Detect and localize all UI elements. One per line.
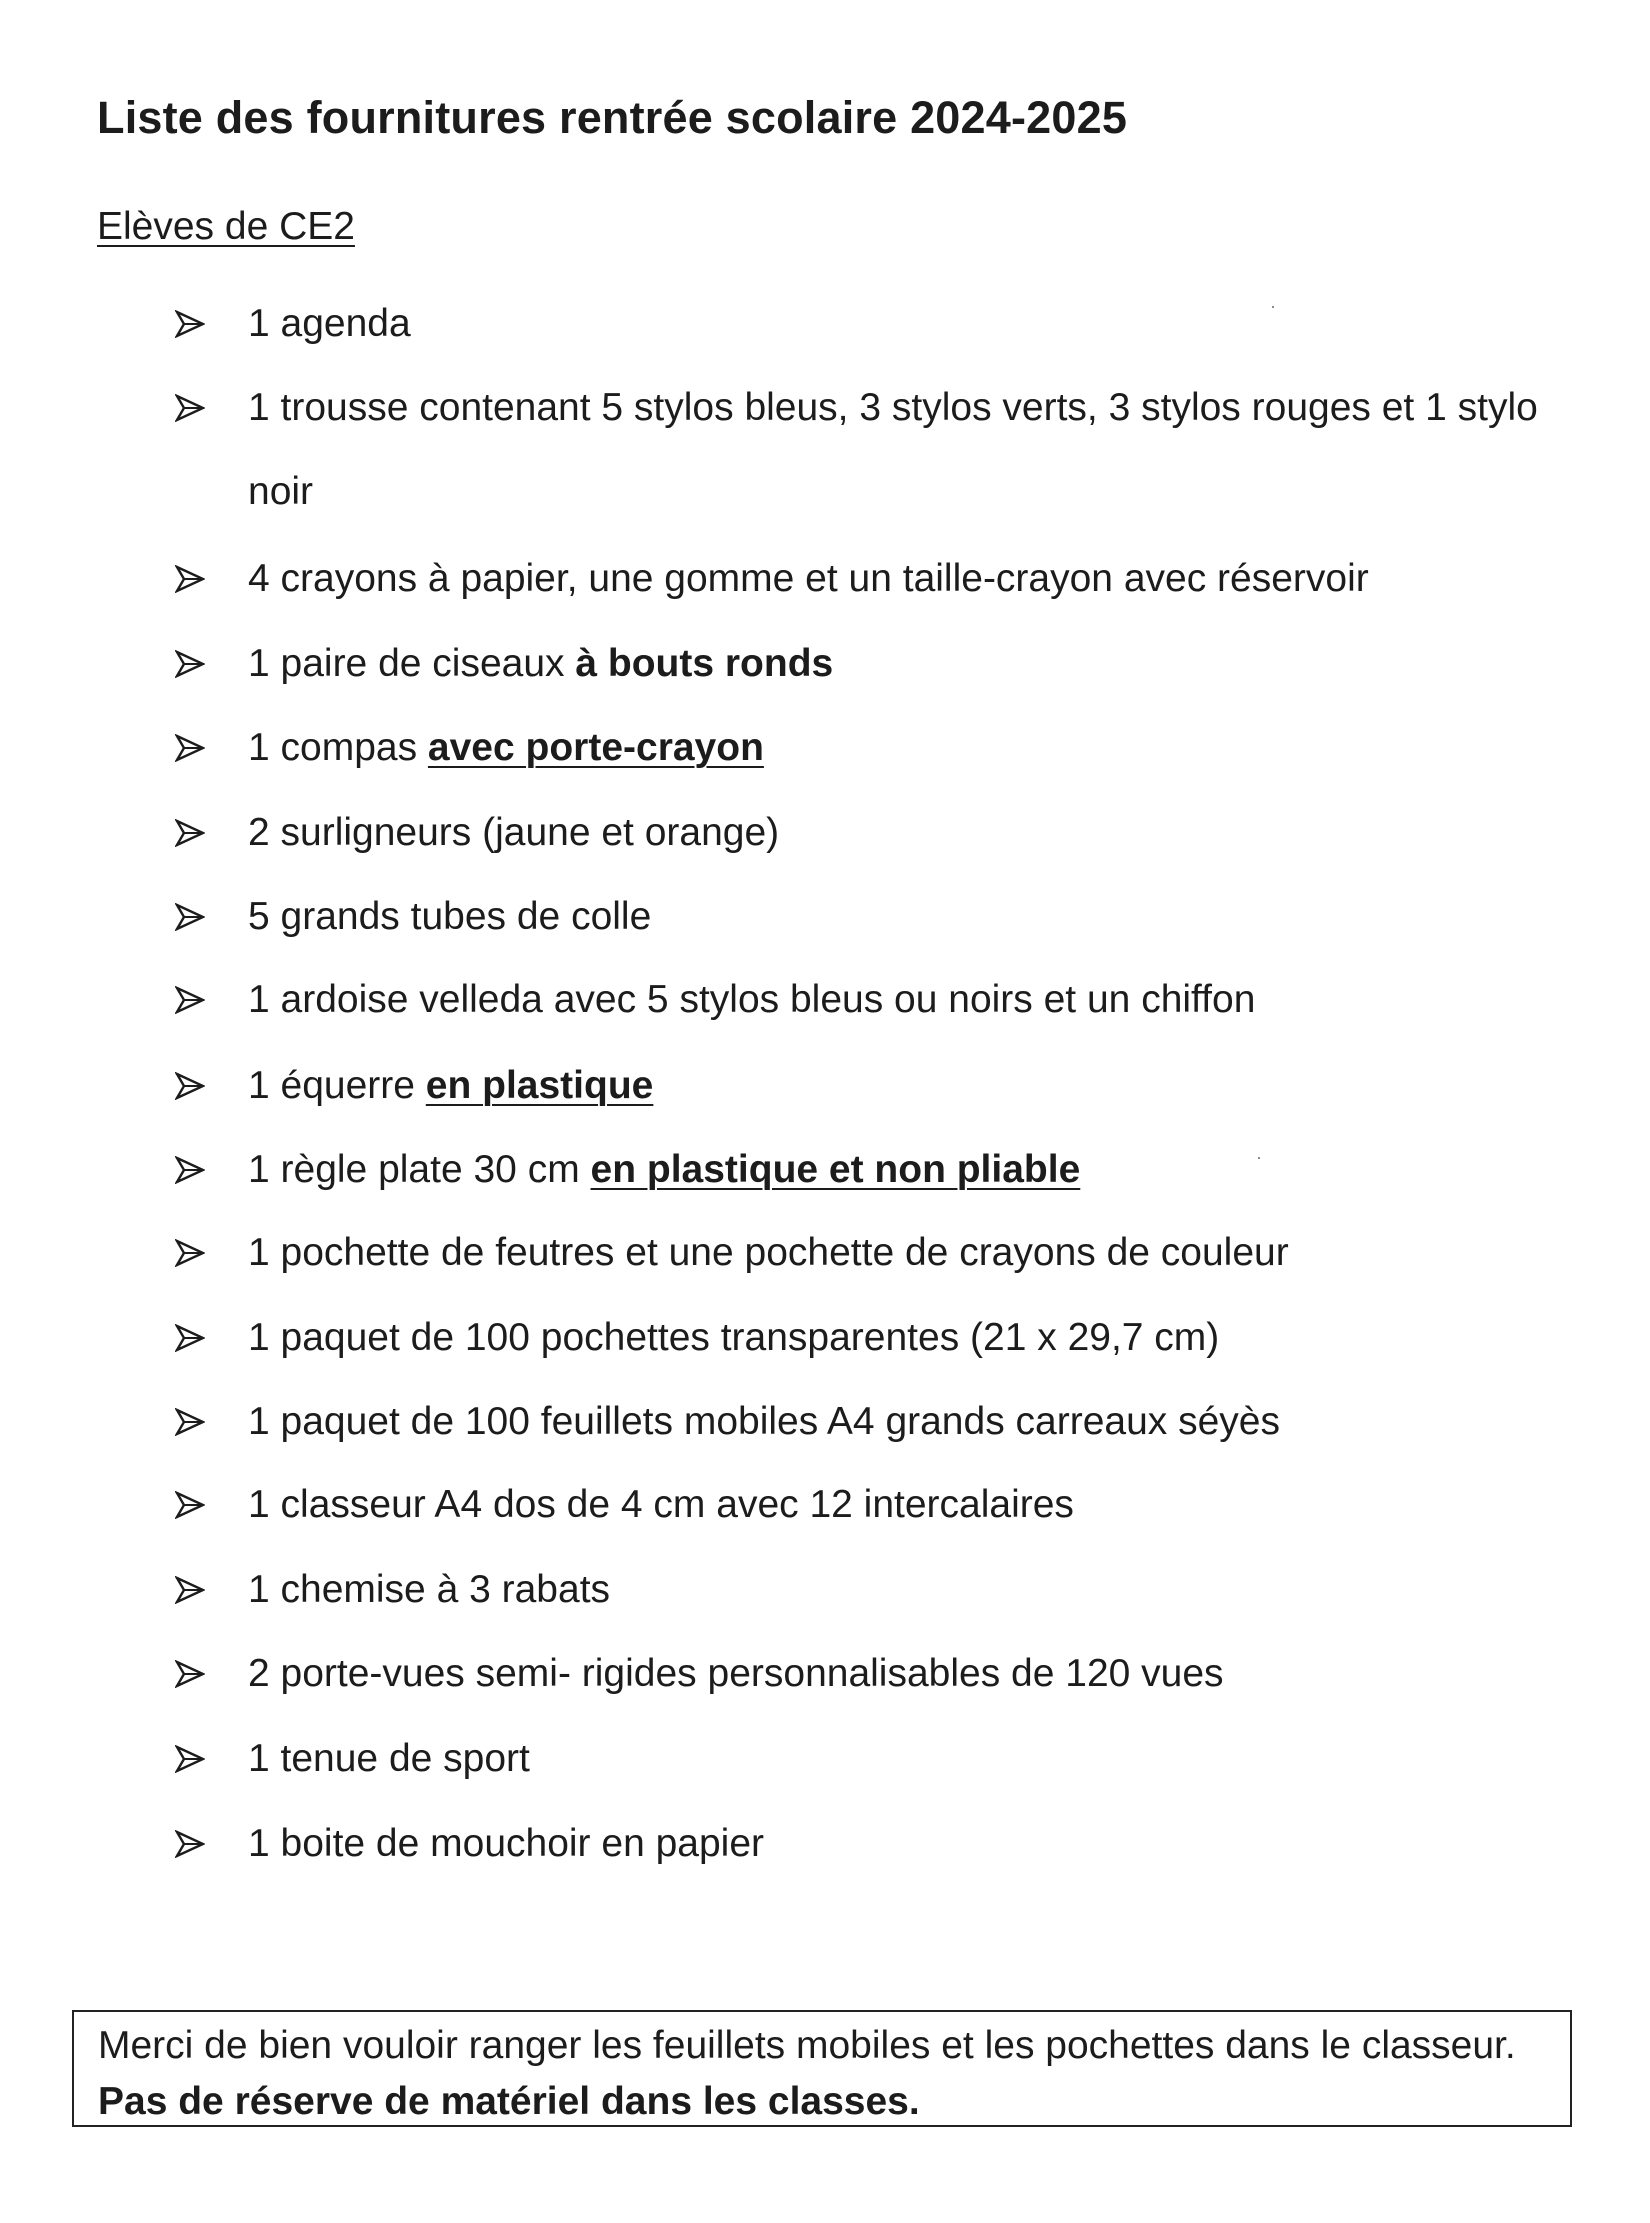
arrow-bullet-icon [175, 282, 209, 366]
supply-item-label: 1 ardoise velleda avec 5 stylos bleus ou noirs et un chiffon [248, 978, 1256, 1021]
note-box [72, 2010, 1572, 2127]
supply-item-label: 1 règle plate 30 cm [248, 1148, 591, 1191]
arrow-bullet-icon [175, 1632, 209, 1716]
supply-item-text [248, 706, 1578, 790]
supply-item-text [248, 1548, 1578, 1632]
arrow-bullet-icon [175, 1211, 209, 1295]
supply-item-label: 1 compas [248, 726, 428, 769]
supply-item-text [248, 1296, 1578, 1380]
scan-speck [1258, 1157, 1260, 1159]
supply-item-text [248, 1128, 1578, 1212]
arrow-bullet-icon [175, 366, 209, 450]
supply-item-label: 1 classeur A4 dos de 4 cm avec 12 intercalaires [248, 1483, 1074, 1526]
supply-item-label: 1 équerre [248, 1064, 426, 1107]
supply-item-label: 1 chemise à 3 rabats [248, 1568, 611, 1611]
supply-item-text [248, 366, 1578, 534]
supply-item-emphasis: à bouts ronds [575, 642, 834, 685]
supply-item-label: 1 paire de ciseaux [248, 642, 576, 685]
supply-item-label: 1 paquet de 100 pochettes transparentes (21 x 29,7 cm) [248, 1316, 1220, 1359]
supply-item-label: 1 paquet de 100 feuillets mobiles A4 grands carreaux séyès [248, 1400, 1280, 1443]
arrow-bullet-icon [175, 791, 209, 875]
arrow-bullet-icon [175, 1463, 209, 1547]
supply-item-text [248, 622, 1578, 706]
arrow-bullet-icon [175, 1296, 209, 1380]
note-text [98, 2018, 1558, 2130]
arrow-bullet-icon [175, 706, 209, 790]
supply-item-label: 4 crayons à papier, une gomme et un taille-crayon avec réservoir [248, 557, 1369, 600]
page-title: Liste des fournitures rentrée scolaire 2024-2025 [97, 92, 1128, 143]
supply-item-label: 1 trousse contenant 5 stylos bleus, 3 stylos verts, 3 stylos rouges et 1 stylo noir [248, 386, 1538, 513]
supply-item-text [248, 1380, 1578, 1464]
supply-item-label: 1 pochette de feutres et une pochette de crayons de couleur [248, 1231, 1289, 1274]
supply-item-text [248, 1632, 1578, 1716]
supply-item-text [248, 537, 1578, 621]
arrow-bullet-icon [175, 1044, 209, 1128]
arrow-bullet-icon [175, 1380, 209, 1464]
supply-item-text [248, 1802, 1578, 1886]
supply-item-text [248, 282, 1578, 366]
arrow-bullet-icon [175, 1802, 209, 1886]
arrow-bullet-icon [175, 875, 209, 959]
supply-item-label: 2 porte-vues semi- rigides personnalisables de 120 vues [248, 1652, 1224, 1695]
supply-item-text [248, 1463, 1578, 1547]
arrow-bullet-icon [175, 537, 209, 621]
note-emphasis: Pas de réserve de matériel dans les classes. [98, 2080, 920, 2123]
arrow-bullet-icon [175, 1128, 209, 1212]
supply-item-label: 1 boite de mouchoir en papier [248, 1822, 765, 1865]
supply-item-text [248, 791, 1578, 875]
arrow-bullet-icon [175, 1717, 209, 1801]
scan-speck [1272, 306, 1274, 308]
supply-item-label: 1 agenda [248, 302, 411, 345]
supply-item-text [248, 875, 1578, 959]
supply-item-emphasis: avec porte-crayon [427, 726, 764, 769]
supply-item-text [248, 1211, 1578, 1295]
supply-item-emphasis: en plastique et non pliable [590, 1148, 1081, 1191]
arrow-bullet-icon [175, 622, 209, 706]
class-subtitle: Elèves de CE2 [97, 205, 355, 248]
supply-item-label: 5 grands tubes de colle [248, 895, 652, 938]
supply-item-text [248, 1044, 1578, 1128]
arrow-bullet-icon [175, 958, 209, 1042]
supply-item-label: 1 tenue de sport [248, 1737, 530, 1780]
supply-item-text [248, 958, 1578, 1042]
note-body: Merci de bien vouloir ranger les feuillets mobiles et les pochettes dans le classeur. [98, 2024, 1516, 2067]
supply-item-label: 2 surligneurs (jaune et orange) [248, 811, 780, 854]
arrow-bullet-icon [175, 1548, 209, 1632]
supply-item-text [248, 1717, 1578, 1801]
supply-item-emphasis: en plastique [425, 1064, 654, 1107]
